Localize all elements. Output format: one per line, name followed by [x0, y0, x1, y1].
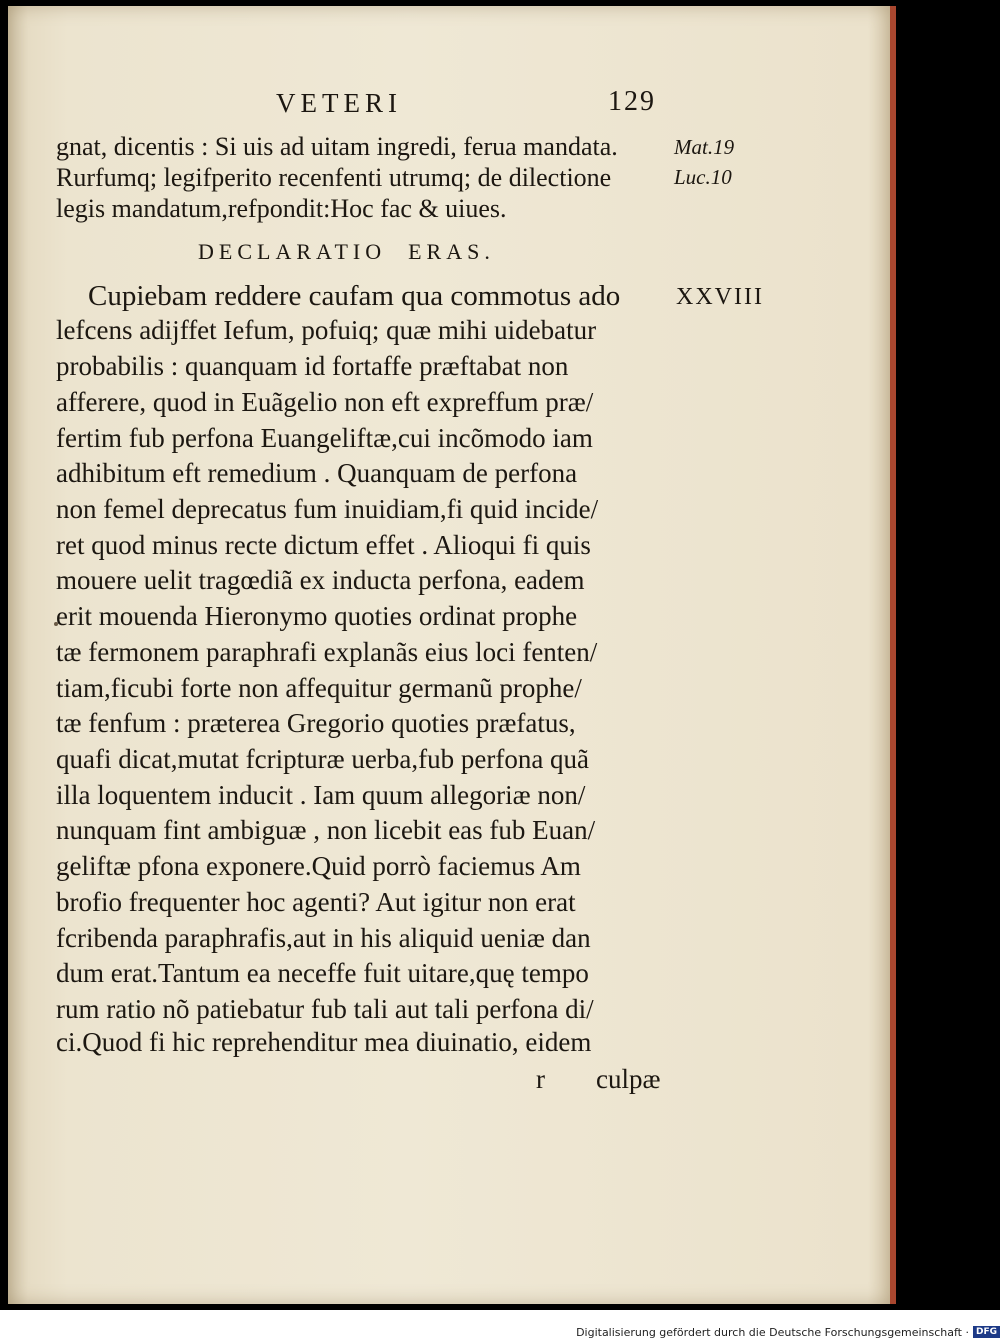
text-line: ret quod minus recte dictum effet . Alioqui fi quis [56, 530, 591, 560]
credit-text: Digitalisierung gefördert durch die Deutsche Forschungsgemeinschaft · [576, 1325, 969, 1339]
text-line: tiam,ficubi forte non affequitur germanũ prophe/ [56, 673, 582, 703]
running-head: VETERI [276, 88, 402, 118]
page-fore-edge [890, 6, 896, 1304]
signature-mark: r [536, 1064, 545, 1094]
text-line: legis mandatum,refpondit:Hoc fac & uiues. [56, 194, 507, 223]
text-line: afferere, quod in Euãgelio non eft expreffum præ/ [56, 387, 594, 417]
text-line: erit mouenda Hieronymo quoties ordinat prophe [56, 601, 578, 631]
text-line: Rurfumq; legifperito recenfenti utrumq; de dilectione [56, 163, 612, 192]
text-line: brofio frequenter hoc agenti? Aut igitur non erat [56, 887, 576, 917]
text-line: dum erat.Tantum ea neceffe fuit uitare,quę tempo [56, 958, 589, 988]
margin-note-matthew: Mat.19 [674, 135, 735, 159]
text-line: Cupiebam reddere caufam qua commotus ado [88, 280, 621, 312]
text-line: illa loquentem inducit . Iam quum allegoriæ non/ [56, 780, 586, 810]
dfg-logo: DFG [973, 1326, 1000, 1338]
text-line: quafi dicat,mutat fcripturæ uerba,fub perfona quã [56, 744, 590, 774]
text-line: ci.Quod fi hic reprehenditur mea diuinatio, eidem [56, 1027, 592, 1057]
catchword: culpæ [596, 1064, 661, 1094]
page-number: 129 [608, 86, 656, 117]
book-page [8, 6, 890, 1304]
margin-note-luke: Luc.10 [674, 165, 732, 189]
heading-word: DECLARATIO [198, 239, 387, 264]
text-line: probabilis : quanquam id fortaffe præftabat non [56, 351, 569, 381]
text-line: gnat, dicentis : Si uis ad uitam ingredi, ferua mandata. [56, 132, 618, 161]
text-line: lefcens adijffet Iefum, pofuiq; quæ mihi uidebatur [56, 315, 597, 345]
text-line: fcribenda paraphrafis,aut in his aliquid ueniæ dan [56, 923, 591, 953]
text-line: rum ratio nõ patiebatur fub tali aut tali perfona di/ [56, 994, 594, 1024]
section-heading [198, 239, 495, 265]
text-line: geliftæ pfona exponere.Quid porrò faciemus Am [56, 851, 581, 881]
heading-word: ERAS. [408, 239, 495, 264]
text-line: mouere uelit tragœdiã ex inducta perfona, eadem [56, 565, 585, 595]
chapter-number: XXVIII [676, 284, 764, 310]
text-line: tæ fermonem paraphrafi explanãs eius loci fenten/ [56, 637, 598, 667]
text-line: tæ fenfum : præterea Gregorio quoties præfatus, [56, 708, 576, 738]
text-line: fertim fub perfona Euangeliftæ,cui incõmodo iam [56, 423, 593, 453]
text-line: adhibitum eft remedium . Quanquam de perfona [56, 458, 578, 488]
text-line: non femel deprecatus fum inuidiam,fi quid incide/ [56, 494, 599, 524]
digitization-credit [576, 1323, 1000, 1341]
text-line: nunquam fint ambiguæ , non licebit eas fub Euan/ [56, 815, 596, 845]
